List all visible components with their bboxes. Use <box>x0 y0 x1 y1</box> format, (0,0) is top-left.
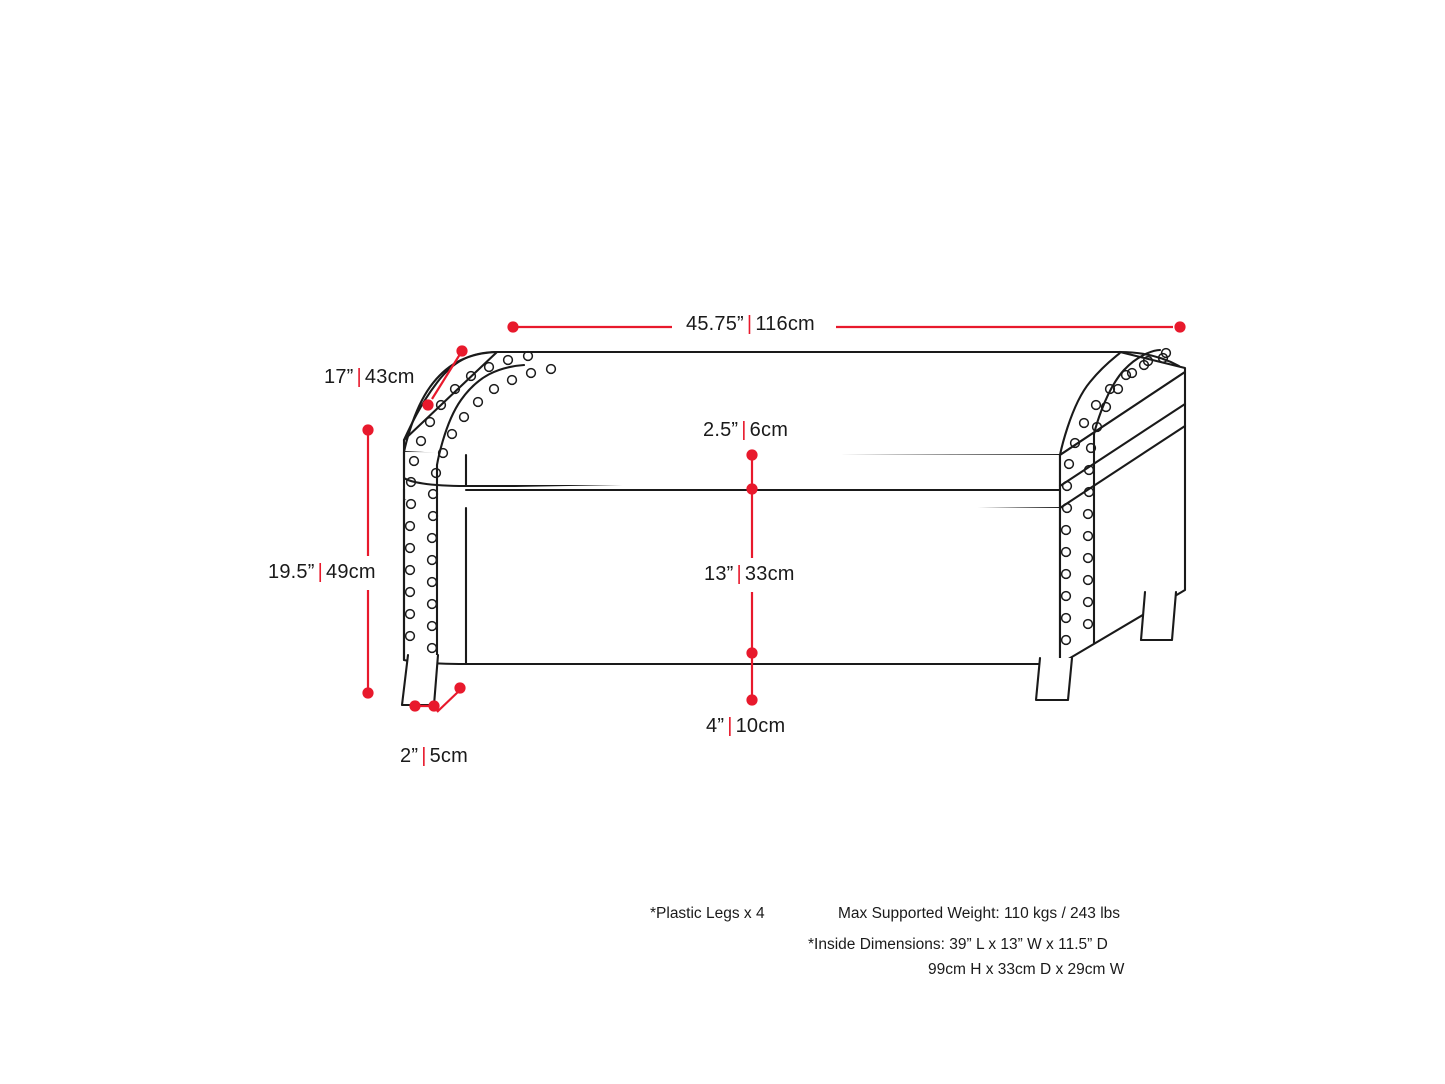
note-inside-dimensions-metric: 99cm H x 33cm D x 29cm W <box>928 961 1125 978</box>
dimension-total-height-metric: 49cm <box>326 561 376 583</box>
dimension-line-width <box>507 321 1185 332</box>
dimension-separator: | <box>317 561 323 583</box>
dimension-separator: | <box>746 313 753 335</box>
dimension-depth-metric: 43cm <box>364 366 415 388</box>
dimension-depth-imperial: 17” <box>324 366 354 388</box>
dimension-body-height-metric: 33cm <box>744 563 795 585</box>
leg-rear-right <box>1141 592 1176 640</box>
dimension-label-depth <box>324 366 415 389</box>
dimension-label-leg-height <box>706 715 785 738</box>
dimension-separator: | <box>736 563 742 585</box>
dimension-label-lid-height <box>703 419 788 442</box>
dimension-label-body-height <box>704 563 795 586</box>
note-plastic-legs: *Plastic Legs x 4 <box>650 905 765 922</box>
dimension-separator: | <box>727 715 733 737</box>
leg-front-right <box>1036 658 1072 700</box>
product-illustration <box>402 350 1185 705</box>
note-max-weight: Max Supported Weight: 110 kgs / 243 lbs <box>838 905 1121 922</box>
dimension-width-imperial: 45.75” <box>686 313 744 335</box>
dimension-leg-height-imperial: 4” <box>706 715 725 737</box>
dimension-separator: | <box>741 419 747 441</box>
dimension-total-height-imperial: 19.5” <box>268 561 315 583</box>
dimension-leg-height-metric: 10cm <box>735 715 786 737</box>
leg-front-left <box>402 655 438 705</box>
note-inside-dimensions: *Inside Dimensions: 39” L x 13” W x 11.5” D <box>808 936 1108 953</box>
dimension-separator: | <box>356 366 362 388</box>
dimension-leg-width-imperial: 2” <box>400 745 419 767</box>
dimension-leg-width-metric: 5cm <box>429 745 468 767</box>
dimension-separator: | <box>421 745 427 767</box>
dimension-lid-height-imperial: 2.5” <box>703 419 739 441</box>
dimension-label-width <box>686 313 815 336</box>
dimension-label-total-height <box>268 561 376 584</box>
dimension-label-leg-width <box>400 745 468 768</box>
dimension-lid-height-metric: 6cm <box>749 419 789 441</box>
dimension-body-height-imperial: 13” <box>704 563 734 585</box>
lid-top-surface <box>404 352 1185 455</box>
dimension-width-metric: 116cm <box>755 313 815 335</box>
